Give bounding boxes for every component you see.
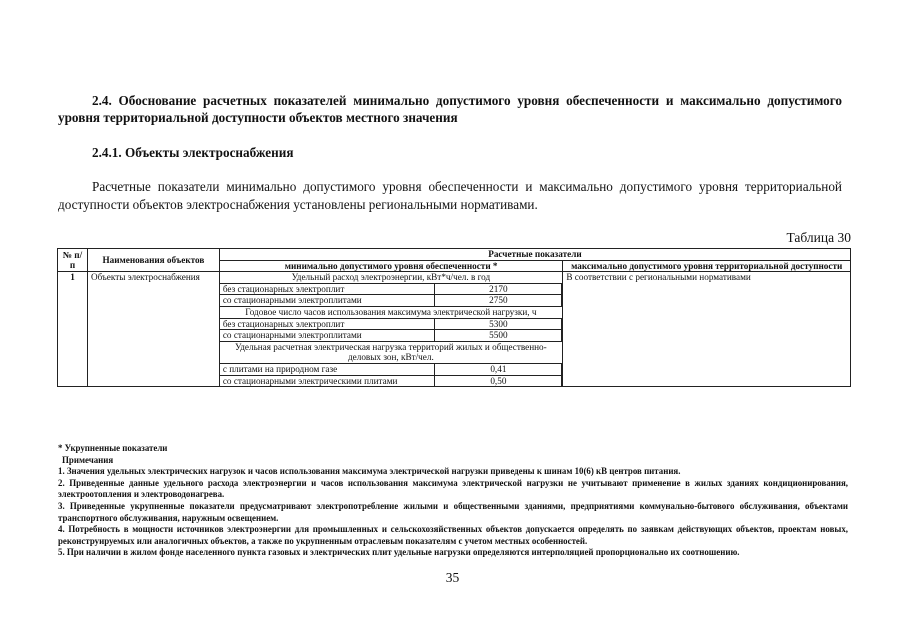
section-heading: 2.4. Обоснование расчетных показателей минимально допустимого уровня обеспеченности и максимально допустимого уровня территориальной доступности объектов местного значения [58, 93, 842, 125]
row-min-cell [219, 272, 563, 387]
indicators-table [57, 248, 851, 387]
sub-value: 0,41 [435, 363, 562, 375]
note-item: 4. Потребность в мощности источников электроэнергии для промышленных и сельскохозяйственных объектов допускается определять по заявкам действующих объектов, проектам новых, реконструируемых или аналогичных объектов, а также по укрупненным отраслевым показателям с учетом местных особенностей. [58, 524, 848, 546]
row-num: 1 [58, 272, 88, 387]
asterisk-note: * Укрупненные показатели [58, 443, 168, 453]
group-title: Удельный расход электроэнергии, кВт*ч/чел. в год [220, 272, 562, 283]
sub-value: 2750 [435, 295, 562, 307]
header-num: № п/п [58, 249, 88, 272]
sub-value: 0,50 [435, 375, 562, 386]
sub-label: с плитами на природном газе [220, 363, 435, 375]
notes-title: Примечания [62, 454, 114, 465]
subsection-heading: 2.4.1. Объекты электроснабжения [92, 145, 294, 160]
sub-label: со стационарными электроплитами [220, 295, 435, 307]
page-number: 35 [445, 570, 460, 585]
sub-label: со стационарными электроплитами [220, 330, 435, 342]
header-group: Расчетные показатели [219, 249, 850, 261]
sub-label: без стационарных электроплит [220, 283, 435, 295]
table-row [58, 272, 851, 387]
header-name: Наименования объектов [87, 249, 219, 272]
table-header-row [58, 249, 851, 261]
intro-paragraph: Расчетные показатели минимально допустимого уровня обеспеченности и максимально допустимого уровня территориальной доступности объектов электроснабжения установлены региональными нормативами. [58, 179, 842, 212]
note-item: 3. Приведенные укрупненные показатели предусматривают электропотребление жилыми и общественными зданиями, предприятиями коммунально-бытового обслуживания, объектами транспортного обслуживания, наружным освещением. [58, 500, 848, 523]
header-max: максимально допустимого уровня территориальной доступности [563, 260, 851, 272]
table-caption: Таблица 30 [786, 230, 851, 245]
header-min: минимально допустимого уровня обеспеченности * [219, 260, 563, 272]
group-title: Удельная расчетная электрическая нагрузка территорий жилых и общественно-деловых зон, кВт/чел. [220, 341, 562, 363]
note-item: 2. Приведенные данные удельного расхода электроэнергии и часов использования максимума электрической нагрузки не учитывают применение в жилых зданиях кондиционирования, электроотопления и электроводонагрева. [58, 477, 848, 500]
note-item: 5. При наличии в жилом фонде населенного пункта газовых и электрических плит удельные нагрузки определяются интерполяцией пропорционально их соотношению. [58, 547, 740, 558]
note-item: 1. Значения удельных электрических нагрузок и часов использования максимума электрической нагрузки приведены к шинам 10(6) кВ центров питания. [58, 466, 681, 477]
sub-value: 5300 [435, 318, 562, 330]
sub-label: без стационарных электроплит [220, 318, 435, 330]
notes-block [58, 443, 848, 559]
group-title: Годовое число часов использования максимума электрической нагрузки, ч [220, 306, 562, 318]
sub-value: 2170 [435, 283, 562, 295]
row-name: Объекты электроснабжения [87, 272, 219, 387]
sub-value: 5500 [435, 330, 562, 342]
min-indicators-subtable [220, 272, 563, 386]
row-max: В соответствии с региональными нормативами [563, 272, 851, 387]
sub-label: со стационарными электрическими плитами [220, 375, 435, 386]
